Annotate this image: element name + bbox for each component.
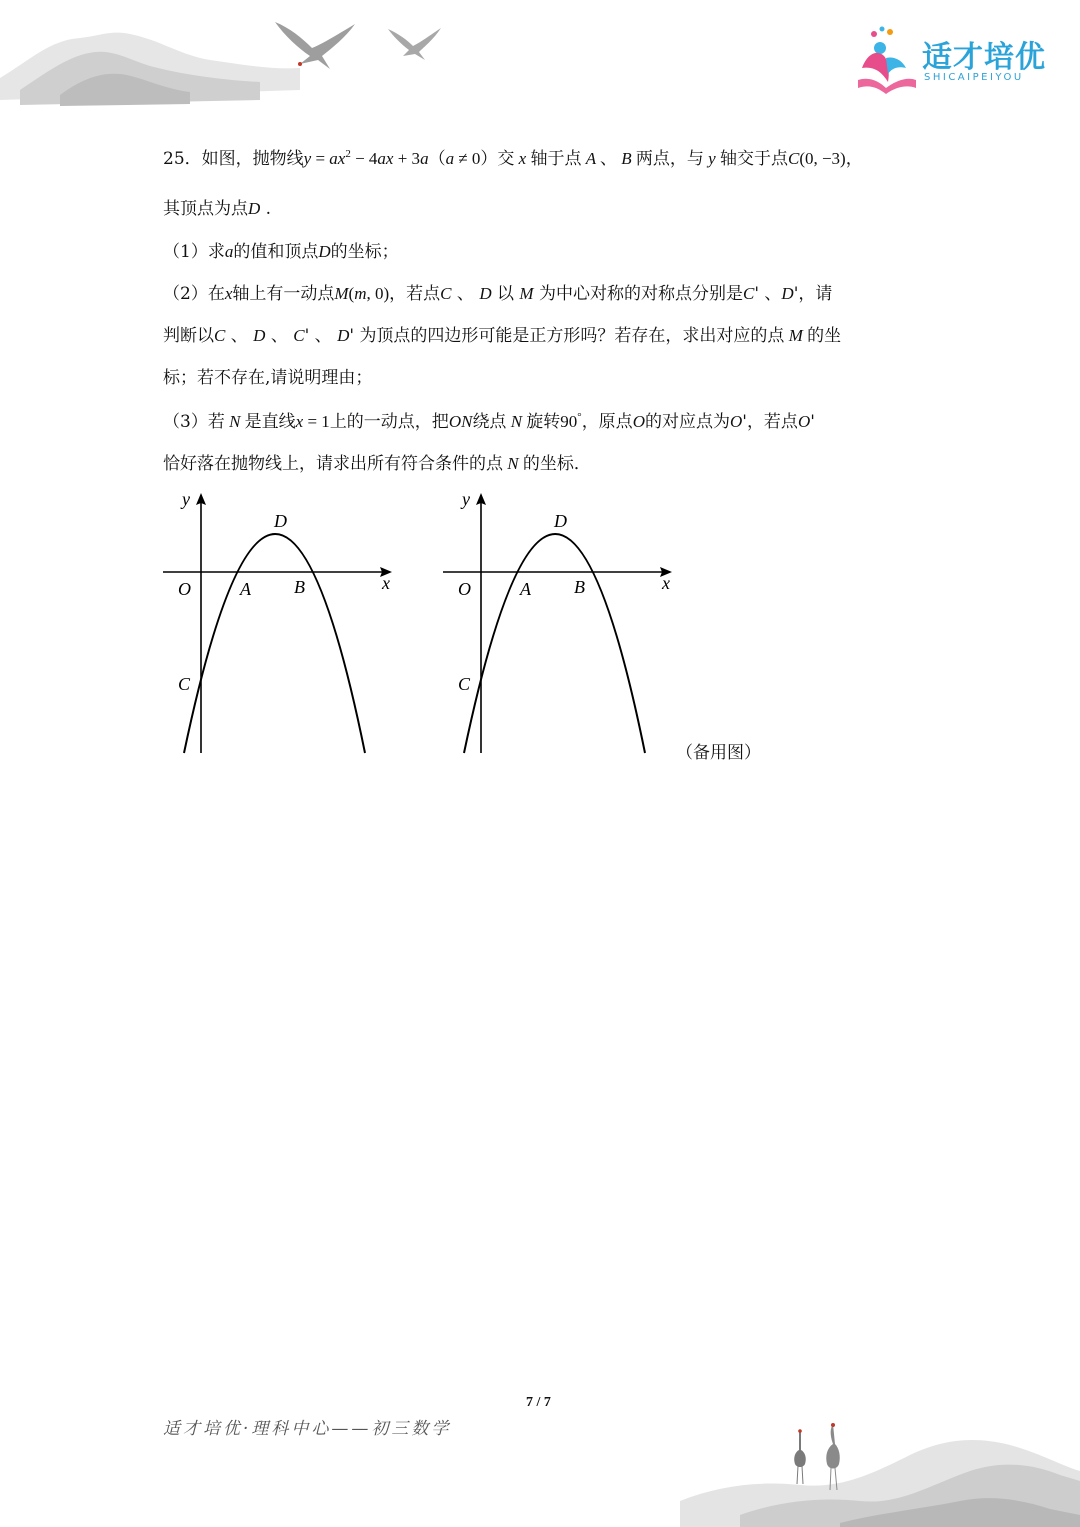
label-b: B xyxy=(574,577,585,597)
footer-mountain-decoration xyxy=(680,1405,1080,1527)
backup-figure-label: （备用图） xyxy=(676,743,761,763)
parabola-graph-backup xyxy=(440,485,680,760)
parabola-curve xyxy=(184,534,365,753)
crane-icon xyxy=(270,14,370,74)
label-y: y xyxy=(462,489,470,509)
problem-line-1: 25．如图，抛物线$y = ax^2 - 4ax + 3a(a \ne 0)$交 x 轴于点 A 、 B 两点，与 y 轴交于点C(0, −3)， xyxy=(163,148,863,169)
part-2-line-3: 标；若不存在,请说明理由； xyxy=(163,368,373,388)
part-3-line-2: 恰好落在抛物线上，请求出所有符合条件的点 N 的坐标． xyxy=(163,454,591,474)
footer-org: 适才培优·理科中心——初三数学 xyxy=(163,1419,452,1439)
label-c: C xyxy=(458,674,471,694)
problem-line-2: 其顶点为点D . xyxy=(163,199,272,219)
logo-title: 适才培优 xyxy=(922,40,1046,75)
label-c: C xyxy=(178,674,191,694)
brand-logo xyxy=(850,22,1050,98)
label-d: D xyxy=(274,511,287,531)
parabola-curve xyxy=(464,534,645,753)
part-2-line-2: 判断以C 、 D 、 C' 、 D' 为顶点的四边形可能是正方形吗？若存在，求出对应的点 M 的坐 xyxy=(163,326,842,346)
part-2-line-1: （2）在x轴上有一动点M(m, 0)，若点C 、 D 以 M 为中心对称的对称点分别是C' 、D'，请 xyxy=(163,284,833,304)
label-o: O xyxy=(178,579,191,599)
label-x: x xyxy=(382,573,390,593)
part-3-line-1: （3）若 N 是直线x = 1上的一动点，把ON绕点 N 旋转90°，原点O的对应点为O'，若点O' xyxy=(163,411,815,432)
parabola-equation: $y = ax^2 - 4ax + 3a$ xyxy=(303,148,429,168)
crane-icon xyxy=(385,24,445,64)
page-number: 7 / 7 xyxy=(526,1395,551,1410)
label-x: x xyxy=(662,573,670,593)
label-a: A xyxy=(520,579,531,599)
label-a: A xyxy=(240,579,251,599)
crane-icon xyxy=(785,1428,815,1488)
part-1: （1）求a的值和顶点D的坐标； xyxy=(163,242,399,262)
logo-mark-icon xyxy=(850,22,920,98)
label-b: B xyxy=(294,577,305,597)
label-d: D xyxy=(554,511,567,531)
label-y: y xyxy=(182,489,190,509)
condition-a-nonzero: a ≠ 0 xyxy=(445,149,481,168)
parabola-graph-main xyxy=(160,485,400,760)
label-o: O xyxy=(458,579,471,599)
point-c-coord: C(0, −3) xyxy=(787,149,846,168)
logo-subtitle: SHICAIPEIYOU xyxy=(924,72,1024,83)
crane-icon xyxy=(815,1422,851,1494)
